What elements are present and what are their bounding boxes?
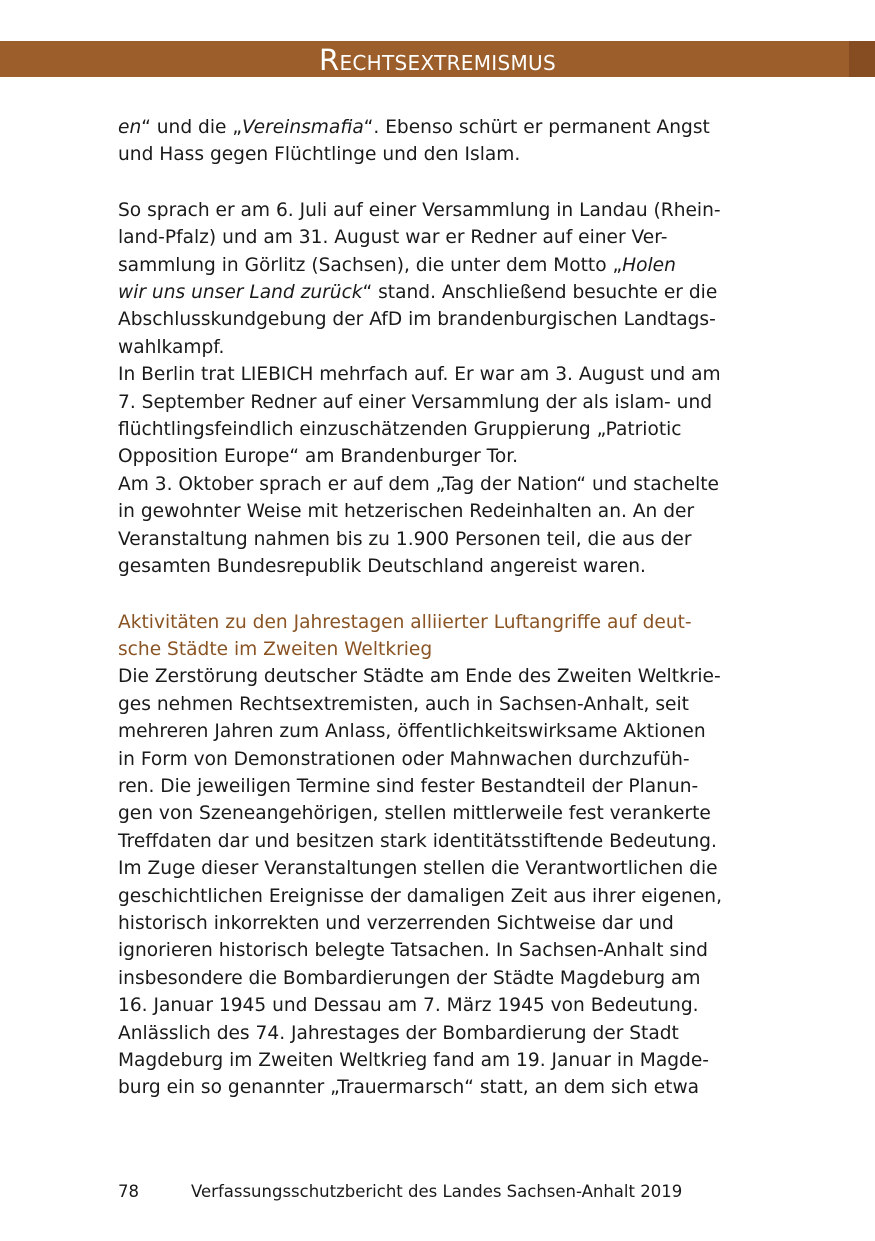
text-line: In Berlin trat LIEBICH mehrfach auf. Er war am 3. August und am [118, 364, 721, 386]
text-line: Magdeburg im Zweiten Weltkrieg fand am 19. Januar in Magde- [118, 1050, 709, 1071]
paragraph-magdeburg [118, 1020, 758, 1102]
paragraph-speeches [118, 197, 758, 361]
text-line: Im Zuge dieser Veranstaltungen stellen die Verantwortlichen die [118, 858, 718, 880]
section-header-band [0, 41, 875, 77]
text-line: geschichtlichen Ereignisse der damaligen Zeit aus ihrer eigenen, [118, 885, 722, 907]
page-number: 78 [118, 1182, 139, 1201]
text-line: in Form von Demonstrationen oder Mahnwachen durchzufüh- [118, 748, 690, 770]
text-line: in gewohnter Weise mit hetzerischen Redeinhalten an. An der [118, 501, 695, 523]
text-line: insbesondere die Bombardierungen der Städte Magdeburg am [118, 967, 701, 989]
text-line: ren. Die jeweiligen Termine sind fester Bestandteil der Planun- [118, 775, 699, 797]
heading-line: sche Städte im Zweiten Weltkrieg [118, 638, 433, 660]
page-footer [118, 1181, 682, 1203]
text-line: 16. Januar 1945 und Dessau am 7. März 1945 von Bedeutung. [118, 995, 699, 1017]
paragraph-destruction [118, 663, 758, 855]
publication-title: Verfassungsschutzbericht des Landes Sachsen-Anhalt 2019 [191, 1182, 683, 1201]
text-line: mehreren Jahren zum Anlass, öffentlichkeitswirksame Aktionen [118, 721, 706, 743]
text-line: So sprach er am 6. Juli auf einer Versammlung in Landau (Rhein- [118, 199, 721, 221]
paragraph-events [118, 855, 758, 1019]
text-line: flüchtlingsfeindlich einzuschätzenden Gruppierung „Patriotic [118, 419, 682, 441]
text-line: Die Zerstörung deutscher Städte am Ende des Zweiten Weltkrie- [118, 666, 721, 688]
text-line: sammlung in Görlitz (Sachsen), die unter dem Motto „Holen [118, 254, 676, 276]
text-line: 7. September Redner auf einer Versammlung der als islam- und [118, 391, 713, 413]
text-line: wahlkampf. [118, 336, 225, 358]
text-line: Treffdaten dar und besitzen stark identitätsstiftende Bedeutung. [118, 830, 717, 852]
text-line: gesamten Bundesrepublik Deutschland angereist waren. [118, 556, 646, 578]
text-line: Abschlusskundgebung der AfD im brandenburgischen Landtags- [118, 309, 716, 331]
text-line: Veranstaltung nahmen bis zu 1.900 Personen teil, die aus der [118, 528, 692, 550]
text-line: burg ein so genannter „Trauermarsch“ statt, an dem sich etwa [118, 1077, 700, 1099]
text-line: Opposition Europe“ am Brandenburger Tor. [118, 446, 519, 468]
paragraph-berlin [118, 361, 758, 471]
text-line: gen von Szeneangehörigen, stellen mittlerweile fest verankerte [118, 803, 711, 825]
text-line: ges nehmen Rechtsextremisten, auch in Sachsen-Anhalt, seit [118, 693, 689, 715]
text-line: Anlässlich des 74. Jahrestages der Bombardierung der Stadt [118, 1022, 679, 1044]
paragraph-intro-continuation [118, 114, 758, 169]
text-line: historisch inkorrekten und verzerrenden Sichtweise dar und [118, 912, 674, 934]
paragraph-october [118, 471, 758, 581]
page-body [118, 114, 758, 1102]
subsection-heading [118, 609, 758, 664]
text-line: ignorieren historisch belegte Tatsachen. In Sachsen-Anhalt sind [118, 940, 708, 962]
text-line: wir uns unser Land zurück“ stand. Anschließend besuchte er die [118, 282, 718, 304]
heading-line: Aktivitäten zu den Jahrestagen alliierter Luftangriffe auf deut- [118, 611, 692, 633]
section-title: Rechtsextremismus [319, 43, 556, 77]
text-line: en“ und die „Vereinsmafia“. Ebenso schürt er permanent Angst [118, 117, 710, 138]
text-line: Am 3. Oktober sprach er auf dem „Tag der Nation“ und stachelte [118, 473, 719, 495]
text-line: und Hass gegen Flüchtlinge und den Islam. [118, 144, 521, 166]
text-line: land-Pfalz) und am 31. August war er Redner auf einer Ver- [118, 227, 668, 249]
